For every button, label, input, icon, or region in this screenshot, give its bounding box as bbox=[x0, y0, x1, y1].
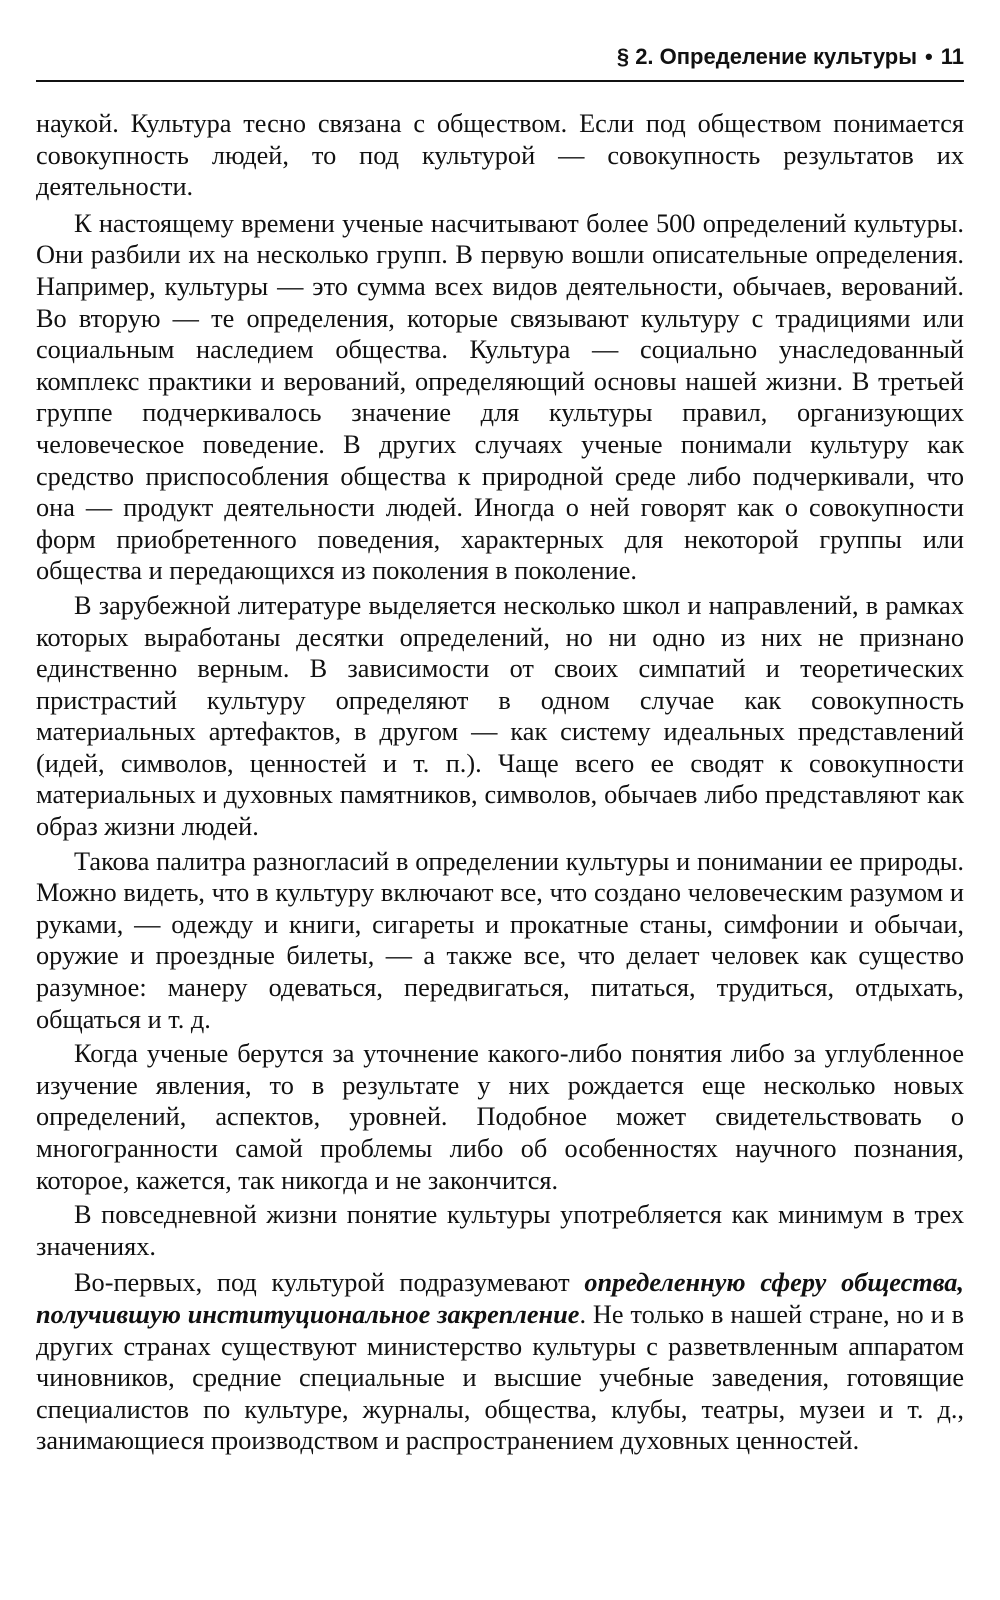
body-text bbox=[36, 108, 964, 1460]
bullet-separator: • bbox=[925, 44, 933, 69]
paragraph: Такова палитра разногласий в определении культуры и понимании ее природы. Можно видеть, что в культуру включают все, что создано человеческим разумом и руками, — одежду и книги, сигареты и прокатные станы, симфонии и обычаи, оружие и проездные билеты, — а также все, что делает человек как существо разумное: манеру одеваться, передвигаться, питаться, трудиться, отдыхать, общаться и т. д. bbox=[36, 846, 964, 1034]
paragraph-rest: . Не только в нашей стране, но и в других странах существуют министерство культуры с разветвленным аппаратом чиновников, средние специальные и высшие учебные заведения, готовящие специалистов по культуре, журналы, общества, клубы, театры, музеи и т. д., занимающиеся производством и распространением духовных ценностей. bbox=[36, 1299, 964, 1456]
paragraph-with-emphasis bbox=[36, 1267, 964, 1457]
paragraph: Когда ученые берутся за уточнение какого-либо понятия либо за углубленное изучение явления, то в результате у них рождается еще несколько новых определений, аспектов, уровней. Подобное может свидетельствовать о многогранности самой проблемы либо об особенностях научного познания, которое, кажется, так никогда и не закончится. bbox=[36, 1039, 964, 1195]
page-number: 11 bbox=[940, 44, 964, 69]
paragraph: В повседневной жизни понятие культуры употребляется как минимум в трех значениях. bbox=[36, 1200, 964, 1261]
paragraph-continued: наукой. Культура тесно связана с обществом. Если под обществом понимается совокупность людей, то под культурой — совокупность результатов их деятельности. bbox=[36, 109, 964, 202]
paragraph: В зарубежной литературе выделяется несколько школ и направлений, в рамках которых выработаны десятки определений, но ни одно из них не признано единственно верным. В зависимости от своих симпатий и теоретических пристрастий культуру определяют в одном случае как совокупность материальных артефактов, в другом — как систему идеальных представлений (идей, символов, ценностей и т. п.). Чаще всего ее сводят к совокупности материальных и духовных памятников, символов, обычаев либо представляют как образ жизни людей. bbox=[36, 590, 964, 842]
paragraph: К настоящему времени ученые насчитывают более 500 определений культуры. Они разбили их на несколько групп. В первую вошли описательные определения. Например, культуры — это сумма всех видов деятельности, обычаев, верований. Во вторую — те определения, которые связывают культуру с традициями или социальным наследием общества. Культура — социально унаследованный комплекс практики и верований, определяющий основы нашей жизни. В третьей группе подчеркивалось значение для культуры правил, организующих человеческое поведение. В других случаях ученые понимали культуру как средство приспособления общества к природной среде либо подчеркивали, что она — продукт деятельности людей. Иногда о ней говорят как о совокупности форм приобретенного поведения, характерных для некоторой группы или общества и передающихся из поколения в поколение. bbox=[36, 208, 964, 586]
emphasized-term: определенную сферу общества, получившую институциональное закрепление bbox=[36, 1268, 964, 1329]
section-title: § 2. Определение культуры bbox=[616, 44, 918, 69]
running-header bbox=[36, 40, 964, 82]
paragraph-lead: Во-первых, под культурой подразумевают bbox=[74, 1268, 585, 1298]
